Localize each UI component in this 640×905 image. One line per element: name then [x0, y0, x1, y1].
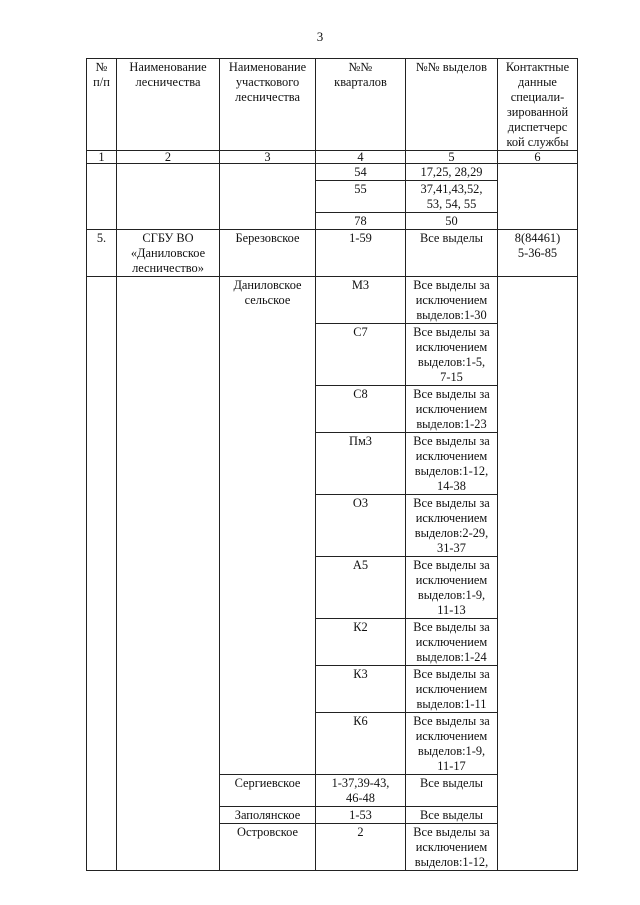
forestry-name-cell-line: СГБУ ВО — [142, 231, 194, 245]
sections-cell-line: Все выделы за — [413, 325, 490, 339]
quarter-cell — [316, 230, 406, 277]
sections-cell-line: выделов:1-24 — [416, 650, 487, 664]
quarter-cell — [316, 495, 406, 557]
column-number: 3 — [220, 151, 316, 164]
sections-cell — [406, 775, 498, 807]
entry-number-cell-cont — [87, 277, 117, 871]
sections-cell-line: 11-17 — [437, 759, 466, 773]
quarter-cell — [316, 324, 406, 386]
sections-cell — [406, 666, 498, 713]
quarter-cell-line: С7 — [353, 325, 368, 339]
quarter-cell-line: О3 — [352, 496, 369, 510]
sections-cell-line: 17,25, 28,29 — [420, 165, 483, 179]
quarter-cell — [316, 666, 406, 713]
district-name-cell-line: сельское — [244, 293, 291, 307]
table-row — [87, 164, 578, 181]
quarter-cell — [316, 557, 406, 619]
district-name-cell — [220, 775, 316, 807]
sections-cell-line: Все выделы за — [413, 667, 490, 681]
contact-cell-cont — [498, 277, 578, 871]
header-line: Наименование — [228, 60, 307, 74]
header-line: №№ — [348, 60, 373, 74]
table-row — [87, 277, 578, 324]
sections-cell — [406, 181, 498, 213]
quarter-cell: 55 — [316, 181, 406, 213]
sections-cell — [406, 713, 498, 775]
header-cell-num — [87, 59, 117, 151]
header-line: №№ выделов — [416, 60, 487, 74]
quarter-cell-line: 1-59 — [349, 231, 372, 245]
quarter-cell-line: Пм3 — [349, 434, 372, 448]
prev-contact-cell — [498, 164, 578, 230]
quarter-cell-line: М3 — [351, 278, 370, 292]
sections-cell-line: 11-13 — [437, 603, 466, 617]
sections-cell-line: Все выделы — [420, 776, 483, 790]
district-name-cell — [220, 230, 316, 277]
district-name-cell-line: Островское — [237, 825, 298, 839]
sections-cell-line: исключением — [415, 340, 488, 354]
district-name-cell-line: Березовское — [235, 231, 300, 245]
header-cell-sections — [406, 59, 498, 151]
sections-cell-line: выделов:1-9, — [417, 588, 486, 602]
sections-cell-line: исключением — [415, 729, 488, 743]
forestry-name-cell-line: «Даниловское — [130, 246, 206, 260]
sections-cell-line: исключением — [415, 402, 488, 416]
sections-cell — [406, 277, 498, 324]
contact-cell-line: 8(84461) — [514, 231, 561, 245]
quarter-cell-line: 46-48 — [346, 791, 375, 805]
sections-cell-line: исключением — [415, 449, 488, 463]
page-number: 3 — [316, 29, 324, 44]
district-name-cell-line: Сергиевское — [234, 776, 301, 790]
entry-number-cell: 5. — [87, 230, 117, 277]
quarter-cell — [316, 713, 406, 775]
quarter-cell-line: К3 — [353, 667, 368, 681]
forestry-name-cell — [117, 230, 220, 277]
quarter-cell — [316, 386, 406, 433]
district-name-cell-line: Заполянское — [234, 808, 301, 822]
column-number: 5 — [406, 151, 498, 164]
column-number-row — [87, 151, 578, 164]
sections-cell-line: Все выделы за — [413, 620, 490, 634]
sections-cell-line: исключением — [415, 682, 488, 696]
header-cell-district — [220, 59, 316, 151]
quarter-cell: 54 — [316, 164, 406, 181]
sections-cell-line: выделов:1-30 — [416, 308, 487, 322]
sections-cell-line: Все выделы за — [413, 825, 490, 839]
sections-cell — [406, 495, 498, 557]
column-number: 1 — [87, 151, 117, 164]
sections-cell-line: выделов:1-12, — [414, 855, 489, 869]
column-number: 6 — [498, 151, 578, 164]
quarter-cell-line: С8 — [353, 387, 368, 401]
prev-num-cell — [87, 164, 117, 230]
sections-cell-line: Все выделы за — [413, 278, 490, 292]
quarter-cell-line: А5 — [352, 558, 369, 572]
quarter-cell — [316, 619, 406, 666]
sections-cell — [406, 324, 498, 386]
district-name-cell — [220, 277, 316, 775]
sections-cell — [406, 557, 498, 619]
quarter-cell-line: 1-53 — [349, 808, 372, 822]
header-line: кой службы — [506, 135, 569, 149]
sections-cell — [406, 619, 498, 666]
sections-cell-line: выделов:1-11 — [416, 697, 487, 711]
sections-cell-line: выделов:1-12, — [414, 464, 489, 478]
header-line: Наименование — [129, 60, 207, 74]
sections-cell-line: выделов:1-5, — [417, 355, 486, 369]
header-line: лесничества — [135, 75, 201, 89]
sections-cell-line: 37,41,43,52, — [420, 182, 483, 196]
sections-cell-line: 7-15 — [440, 370, 463, 384]
quarter-cell — [316, 775, 406, 807]
sections-cell-line: исключением — [415, 840, 488, 854]
sections-cell — [406, 164, 498, 181]
sections-cell-line: выделов:1-23 — [416, 417, 487, 431]
sections-cell — [406, 230, 498, 277]
forest-table — [86, 58, 578, 871]
sections-cell — [406, 824, 498, 871]
quarter-cell-line: К2 — [353, 620, 368, 634]
sections-cell-line: исключением — [415, 293, 488, 307]
sections-cell-line: 53, 54, 55 — [426, 197, 477, 211]
header-line: диспетчерс — [507, 120, 568, 134]
sections-cell-line: исключением — [415, 573, 488, 587]
sections-cell — [406, 807, 498, 824]
header-line: зированной — [506, 105, 569, 119]
sections-cell-line: Все выделы за — [413, 496, 490, 510]
sections-cell — [406, 386, 498, 433]
sections-cell-line: Все выделы за — [413, 714, 490, 728]
quarter-cell — [316, 807, 406, 824]
sections-cell — [406, 433, 498, 495]
quarter-cell-line: 1-37,39-43, — [331, 776, 390, 790]
contact-cell-line: 5-36-85 — [517, 246, 558, 260]
quarter-cell — [316, 277, 406, 324]
header-line: участкового — [235, 75, 300, 89]
quarter-cell: 78 — [316, 213, 406, 230]
district-name-cell — [220, 824, 316, 871]
column-number: 4 — [316, 151, 406, 164]
column-number: 2 — [117, 151, 220, 164]
header-line: п/п — [93, 75, 110, 89]
prev-district-cell — [220, 164, 316, 230]
sections-cell-line: Все выделы за — [413, 387, 490, 401]
sections-cell-line: Все выделы за — [413, 558, 490, 572]
sections-cell — [406, 213, 498, 230]
header-line: данные — [518, 75, 557, 89]
sections-cell-line: исключением — [415, 511, 488, 525]
header-line: специали- — [510, 90, 565, 104]
prev-forestry-cell — [117, 164, 220, 230]
header-cell-forestry — [117, 59, 220, 151]
table-row — [87, 230, 578, 277]
quarter-cell — [316, 824, 406, 871]
quarter-cell-line: 2 — [357, 825, 364, 839]
header-cell-quarters — [316, 59, 406, 151]
sections-cell-line: 31-37 — [437, 541, 466, 555]
contact-cell — [498, 230, 578, 277]
forestry-name-cell-cont — [117, 277, 220, 871]
quarter-cell-line: К6 — [353, 714, 368, 728]
quarter-cell — [316, 433, 406, 495]
district-name-cell-line: Даниловское — [233, 278, 302, 292]
sections-cell-line: Все выделы — [420, 231, 483, 245]
sections-cell-line: 14-38 — [437, 479, 466, 493]
header-cell-contacts — [498, 59, 578, 151]
sections-cell-line: Все выделы за — [413, 434, 490, 448]
sections-cell-line: выделов:1-9, — [417, 744, 486, 758]
sections-cell-line: исключением — [415, 635, 488, 649]
header-line: Контактные — [505, 60, 570, 74]
sections-cell-line: выделов:2-29, — [414, 526, 489, 540]
header-row — [87, 59, 578, 151]
header-line: № — [95, 60, 108, 74]
header-line: лесничества — [235, 90, 300, 104]
header-line: кварталов — [334, 75, 387, 89]
district-name-cell — [220, 807, 316, 824]
forestry-name-cell-line: лесничество» — [132, 261, 204, 275]
sections-cell-line: Все выделы — [420, 808, 483, 822]
sections-cell-line: 50 — [445, 214, 458, 228]
